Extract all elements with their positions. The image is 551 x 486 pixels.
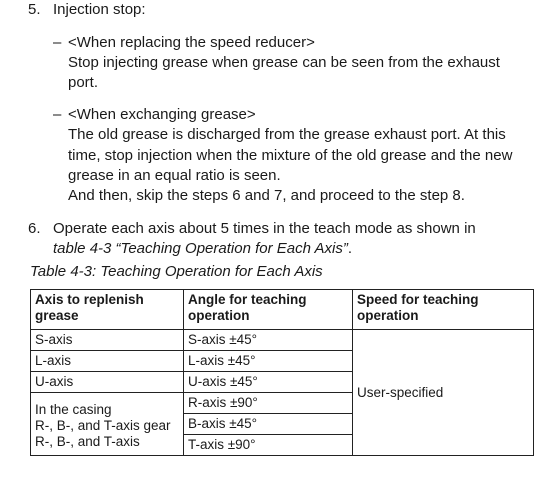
case-1-line-2: port. — [68, 74, 99, 91]
case-2-dash: – — [53, 106, 62, 123]
header-angle — [184, 290, 353, 330]
casing-line-2: R-, B-, and T-axis gear — [35, 417, 171, 433]
step-6-line-2 — [53, 240, 352, 257]
header-angle-line-1: Angle for teaching — [188, 292, 307, 307]
angle-cell: B-axis ±45° — [184, 414, 353, 435]
speed-cell: User-specified — [353, 330, 534, 456]
table-row — [31, 330, 534, 351]
case-2-line-4: And then, skip the steps 6 and 7, and proceed to the step 8. — [68, 187, 465, 204]
header-axis-line-2: grease — [35, 308, 79, 323]
header-axis-line-1: Axis to replenish — [35, 292, 144, 307]
casing-line-3: R-, B-, and T-axis — [35, 433, 140, 449]
angle-cell: T-axis ±90° — [184, 435, 353, 456]
angle-cell: S-axis ±45° — [184, 330, 353, 351]
step-5-number: 5. — [28, 1, 41, 18]
case-1-dash: – — [53, 34, 62, 51]
step-6-line-2-end: . — [347, 240, 353, 257]
angle-cell: U-axis ±45° — [184, 372, 353, 393]
table-caption: Table 4-3: Teaching Operation for Each Axis — [30, 263, 323, 280]
table-reference-link: table 4-3 “Teaching Operation for Each Axis” — [53, 240, 348, 257]
case-2-line-3: grease in an equal ratio is seen. — [68, 167, 281, 184]
casing-axis-cell — [31, 393, 184, 456]
header-speed-line-1: Speed for teaching — [357, 292, 479, 307]
angle-cell: L-axis ±45° — [184, 351, 353, 372]
header-axis — [31, 290, 184, 330]
teaching-operation-table — [30, 289, 534, 456]
header-speed-line-2: operation — [357, 308, 419, 323]
table-header-row — [31, 290, 534, 330]
axis-cell: S-axis — [31, 330, 184, 351]
case-1-line-1: Stop injecting grease when grease can be seen from the exhaust — [68, 54, 500, 71]
step-6-number: 6. — [28, 220, 41, 237]
casing-line-1: In the casing — [35, 401, 112, 417]
case-1-heading: <When replacing the speed reducer> — [68, 34, 315, 51]
case-2-heading: <When exchanging grease> — [68, 106, 256, 123]
case-2-line-1: The old grease is discharged from the grease exhaust port. At this — [68, 126, 506, 143]
step-6-line-1: Operate each axis about 5 times in the teach mode as shown in — [53, 220, 476, 237]
case-2-line-2: time, stop injection when the mixture of the old grease and the new — [68, 147, 513, 164]
axis-cell: U-axis — [31, 372, 184, 393]
step-5-title: Injection stop: — [53, 1, 146, 18]
header-angle-line-2: operation — [188, 308, 250, 323]
header-speed — [353, 290, 534, 330]
axis-cell: L-axis — [31, 351, 184, 372]
angle-cell: R-axis ±90° — [184, 393, 353, 414]
